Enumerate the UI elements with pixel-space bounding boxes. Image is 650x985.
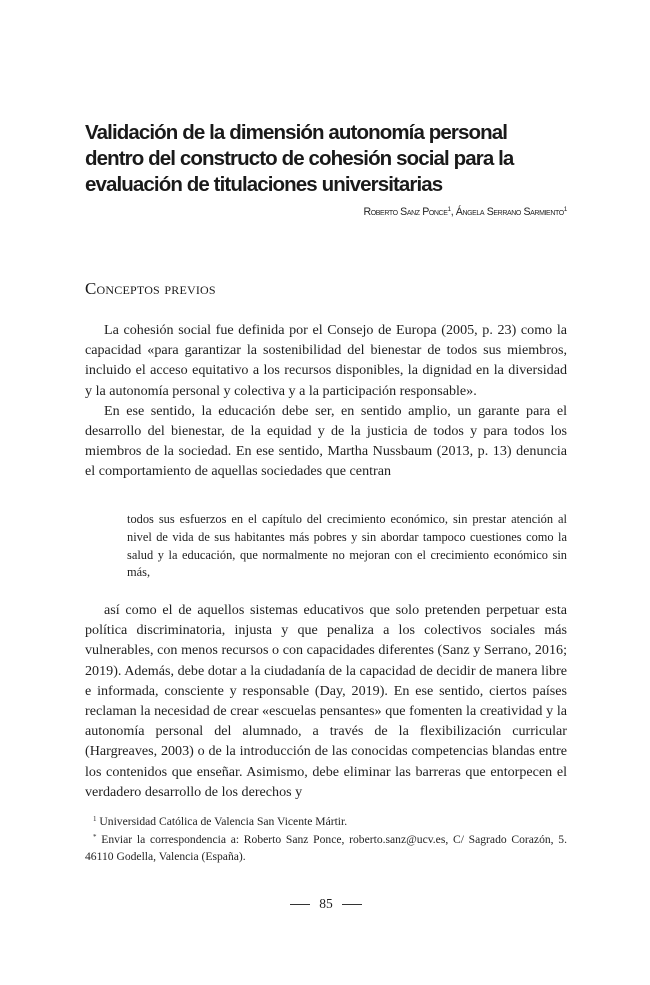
- page-number: 85: [319, 896, 333, 911]
- body-paragraph: La cohesión social fue definida por el Consejo de Europa (2005, p. 23) como la capacidad «para garantizar la sostenibilidad del bienestar de todos sus miembros, incluido el acceso equitativo a los recursos disponibles, la dignidad en la diversidad y la autonomía personal y colectiva y a la participación responsable».: [85, 322, 567, 399]
- footnotes: [85, 813, 567, 866]
- body-text-block: [85, 600, 567, 802]
- article-title: Validación de la dimensión autonomía personal dentro del constructo de cohesión social para la evaluación de titulaciones universitarias: [85, 121, 514, 196]
- document-page: [85, 0, 567, 985]
- body-paragraph: así como el de aquellos sistemas educativos que solo pretenden perpetuar esta política discriminatoria, injusta y que penaliza a los colectivos sociales más vulnerables, con menos recursos o con capacidades diferentes (Sanz y Serrano, 2016; 2019). Además, debe dotar a la ciudadanía de la capacidad de decidir de manera libre e informada, consciente y responsable (Day, 2019). En ese sentido, ciertos países reclaman la necesidad de crear «escuelas pensantes» que fomenten la creatividad y la autonomía personal del alumnado, a través de la flexibilización curricular (Hargreaves, 2003) o de la introducción de las conocidas competencias blandas entre los contenidos que enseñar. Asimismo, debe eliminar las barreras que entorpecen el verdadero desarrollo de los derechos y: [85, 602, 567, 800]
- author-name: Roberto Sanz Ponce: [363, 206, 448, 218]
- footnote-mark: *: [93, 832, 97, 841]
- footnote-mark: 1: [93, 815, 97, 823]
- footnote: [85, 831, 567, 866]
- block-quote: todos sus esfuerzos en el capítulo del crecimiento económico, sin prestar atención al nivel de vida de sus habitantes más pobres y sin abordar tampoco cuestiones como la salud y la educación, que normalmente no mejoran con el crecimiento económico sin más,: [127, 512, 567, 580]
- folio-dash: [290, 904, 310, 905]
- footnote: [85, 813, 567, 831]
- body-paragraph: En ese sentido, la educación debe ser, en sentido amplio, un garante para el desarrollo del bienestar, de la equidad y de la justicia de todos y para todos los miembros de la sociedad. En ese sentido, Martha Nussbaum (2013, p. 13) denuncia el comportamiento de aquellas sociedades que centran: [85, 402, 567, 480]
- author-affiliation-mark: 1: [447, 206, 451, 213]
- author-separator: ,: [450, 206, 456, 218]
- page-number-footer: [85, 896, 567, 912]
- footnote-text: Universidad Católica de Valencia San Vicente Mártir.: [99, 815, 348, 828]
- author-line: [363, 206, 567, 218]
- folio-dash: [342, 904, 362, 905]
- author-affiliation-mark: 1: [563, 206, 567, 213]
- section-heading: Conceptos previos: [85, 279, 216, 298]
- body-text-block: [85, 320, 567, 482]
- footnote-text: Enviar la correspondencia a: Roberto Sanz Ponce, roberto.sanz@ucv.es, C/ Sagrado Corazón, 5. 46110 Godella, Valencia (España).: [85, 832, 568, 864]
- author-name: Ángela Serrano Sarmiento: [455, 206, 564, 218]
